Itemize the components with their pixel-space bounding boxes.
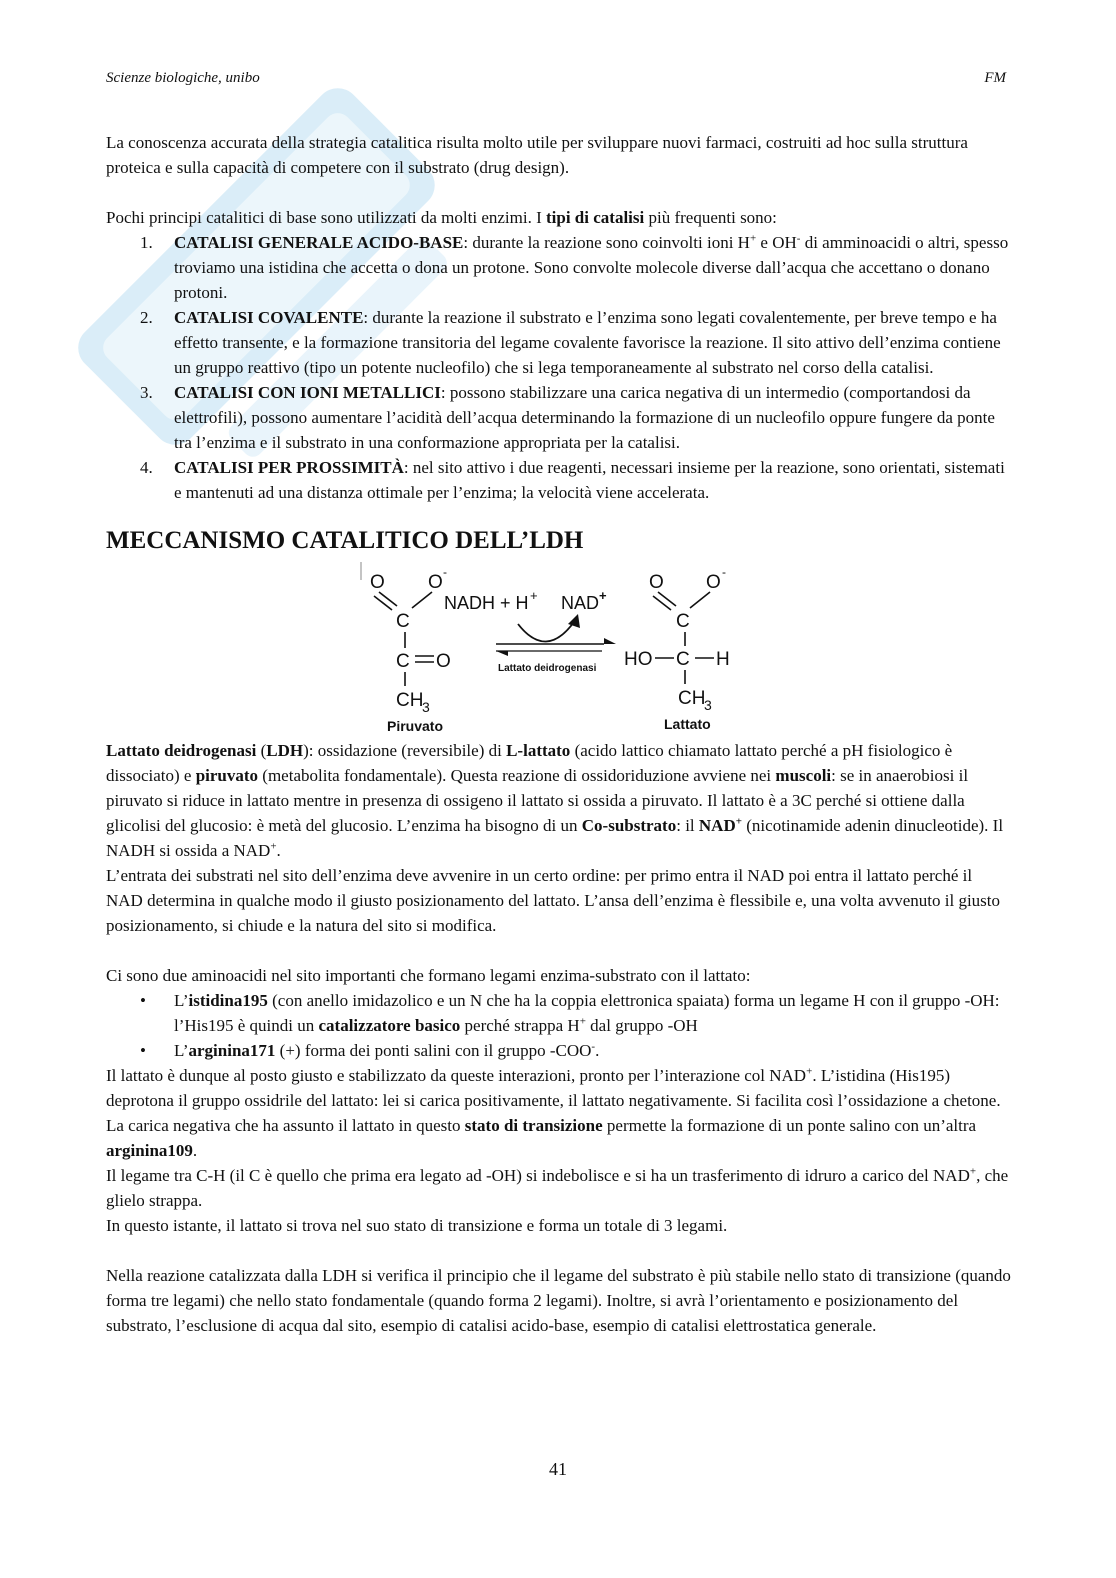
text: . — [276, 841, 281, 860]
nad-label: NAD — [561, 593, 600, 613]
superscript: - — [796, 232, 801, 245]
text: : se in anaerobiosi il piruvato si riduce in lattato mentre in presenza di ossigeno il lattato si ossida a piruvato. Il lattato è a 3C perché si ottiene dalla glicolisi del glucosio: è metà del glucosio. L’enzima ha bisogno di un — [106, 766, 969, 835]
bold-term: Lattato deidrogenasi — [106, 741, 257, 760]
transition-paragraph — [106, 1063, 1011, 1163]
superscript: + — [599, 588, 607, 603]
aminoacids-intro: Ci sono due aminoacidi nel sito importanti che formano legami enzima-substrato con il lattato: — [106, 966, 751, 985]
text: (+) forma dei ponti salini con il gruppo -COO — [275, 1041, 592, 1060]
text: Il lattato è dunque al posto giusto e stabilizzato da queste interazioni, pronto per l’interazione col NAD — [106, 1066, 807, 1085]
item-text: di amminoacidi o altri, spesso troviamo una istidina che accetta o dona un protone. Sono convolte molecole diverse dall’acqua che accettano o donano protoni. — [174, 233, 1009, 302]
item-title: CATALISI PER PROSSIMITÀ — [174, 458, 404, 477]
section-title: MECCANISMO CATALITICO DELL’LDH — [106, 527, 584, 554]
superscript: + — [969, 1165, 977, 1178]
atom-label: C — [676, 611, 690, 632]
principles-pre: Pochi principi catalitici di base sono utilizzati da molti enzimi. I — [106, 208, 546, 227]
header-initials: FM — [984, 70, 1006, 86]
superscript: + — [735, 815, 743, 828]
page-number: 41 — [549, 1459, 567, 1479]
text: . — [595, 1041, 600, 1060]
bold-term: L-lattato — [506, 741, 571, 760]
catalysis-item — [106, 380, 1011, 455]
bold-term: muscoli — [775, 766, 832, 785]
item-number: 4. — [140, 458, 153, 477]
item-title: CATALISI COVALENTE — [174, 308, 364, 327]
principles-post: più frequenti sono: — [644, 208, 777, 227]
bold-term: arginina109 — [106, 1141, 193, 1160]
atom-label: O — [370, 572, 385, 593]
atom-label: O — [436, 651, 451, 672]
bold-term: stato di transizione — [464, 1116, 603, 1135]
text: : il — [676, 816, 699, 835]
bold-term: NAD — [698, 816, 736, 835]
catalysis-item — [106, 230, 1011, 305]
atom-label: C — [396, 611, 410, 632]
catalysis-item — [106, 305, 1011, 380]
bold-term: istidina195 — [188, 991, 268, 1010]
text: L’ — [174, 1041, 189, 1060]
superscript: + — [530, 588, 538, 603]
text: ( — [256, 741, 267, 760]
page-content — [106, 130, 1011, 1338]
atom-label: O — [649, 572, 664, 593]
text: dal gruppo -OH — [585, 1016, 698, 1035]
bold-term: Co-substrato — [581, 816, 677, 835]
text: Il legame tra C-H (il C è quello che prima era legato ad -OH) si indebolisce e si ha un trasferimento di idruro a carico del NAD — [106, 1166, 970, 1185]
item-number: 3. — [140, 383, 153, 402]
subscript: 3 — [704, 697, 712, 713]
text: L’ — [174, 991, 189, 1010]
subscript: 3 — [422, 699, 430, 715]
hydrogen-label: H — [716, 649, 730, 670]
item-text: : durante la reazione il substrato e l’enzima sono legati covalentemente, per breve tempo e ha effetto transente, e la formazione transitoria del legame covalente favorisce la reazione. Il sito attivo dell’enzima contiene un gruppo reattivo (tipo un potente nucleofilo) che si lega temporaneamente al substrato nel corso della catalisi. — [174, 308, 1001, 377]
bold-term: arginina171 — [188, 1041, 276, 1060]
ldh-paragraph — [106, 738, 1011, 863]
text: ): ossidazione (reversibile) di — [303, 741, 507, 760]
item-title: CATALISI CON IONI METALLICI — [174, 383, 441, 402]
enzyme-label: Lattato deidrogenasi — [498, 663, 597, 674]
text: permette la formazione di un ponte salino con un’altra — [602, 1116, 977, 1135]
list-item — [106, 1038, 1011, 1063]
item-text: e OH — [756, 233, 797, 252]
superscript: - — [591, 1040, 596, 1053]
text: , che glielo strappa. — [106, 1166, 1009, 1210]
principles-bold: tipi di catalisi — [546, 208, 645, 227]
text: . — [192, 1141, 198, 1160]
superscript: + — [806, 1065, 813, 1078]
superscript: + — [749, 232, 757, 245]
final-paragraph: Nella reazione catalizzata dalla LDH si verifica il principio che il legame del substrato è più stabile nello stato di transizione (quando forma tre legami) che nello stato fondamentale (quando forma 2 legami). Inoltre, si avrà l’orientamento e posizionamento del substrato, l’esclusione di acqua dal sito, esempio di catalisi acido-base, esempio di catalisi elettrostatica generale. — [106, 1266, 1011, 1335]
lactate-label: Lattato — [664, 716, 711, 732]
order-paragraph: L’entrata dei substrati nel sito dell’enzima deve avvenire in un certo ordine: per primo entra il NAD poi entra il lattato perché il NAD determina in qualche modo il giusto posizionamento del lattato. L’ansa dell’enzima è flessibile e, una volta avvenuto il giusto posizionamento, si chiude e la natura del sito si modifica. — [106, 866, 1001, 935]
hydride-paragraph — [106, 1163, 1011, 1213]
ldh-reaction-diagram — [106, 560, 1011, 738]
atom-label: C — [396, 651, 410, 672]
atom-label: O — [428, 572, 443, 593]
hydroxyl-label: HO — [624, 649, 653, 670]
bullet-icon: • — [140, 1041, 146, 1060]
charge-label: - — [722, 565, 726, 579]
text: perché strappa H — [460, 1016, 580, 1035]
bullet-icon: • — [140, 991, 146, 1010]
atom-label: C — [676, 649, 690, 670]
item-title: CATALISI GENERALE ACIDO-BASE — [174, 233, 464, 252]
page-header — [106, 66, 1006, 88]
pyruvate-label: Piruvato — [387, 718, 444, 734]
intro-paragraph: La conoscenza accurata della strategia catalitica risulta molto utile per sviluppare nuovi farmaci, costruiti ad hoc sulla struttura proteica e sulla capacità di competere con il substrato (drug design). — [106, 133, 968, 177]
superscript: + — [270, 840, 277, 853]
item-text: : possono stabilizzare una carica negativa di un intermedio (comportandosi da elettrofili), possono aumentare l’acidità dell’acqua determinando la formazione di un nucleofilo oppure fungere da ponte tra l’enzima e il substrato in una conformazione appropriata per la catalisi. — [174, 383, 995, 452]
methyl-label: CH — [396, 690, 424, 711]
bold-term: catalizzatore basico — [318, 1016, 461, 1035]
aminoacid-list — [106, 988, 1011, 1063]
catalysis-list — [106, 230, 1011, 505]
methyl-label: CH — [678, 688, 706, 709]
text: (con anello imidazolico e un N che ha la coppia elettronica spaiata) forma un legame H con il gruppo -OH: l’His195 è quindi un — [174, 991, 1000, 1035]
header-course: Scienze biologiche, unibo — [106, 70, 260, 86]
catalysis-item — [106, 455, 1011, 505]
bold-term: piruvato — [195, 766, 259, 785]
item-number: 1. — [140, 233, 153, 252]
nadh-label: NADH + H — [444, 593, 529, 613]
instant-paragraph: In questo istante, il lattato si trova nel suo stato di transizione e forma un totale di 3 legami. — [106, 1216, 728, 1235]
reaction-scheme — [106, 560, 1011, 738]
item-text: : nel sito attivo i due reagenti, necessari insieme per la reazione, sono orientati, sistemati e mantenuti ad una distanza ottimale per l’enzima; la velocità viene accelerata. — [174, 458, 1005, 502]
superscript: + — [579, 1015, 586, 1028]
atom-label: O — [706, 572, 721, 593]
text: (acido lattico chiamato lattato perché a pH fisiologico è dissociato) e — [106, 741, 953, 785]
charge-label: - — [443, 565, 447, 579]
bold-term: LDH — [266, 741, 304, 760]
text: (nicotinamide adenin dinucleotide). Il NADH si ossida a NAD — [106, 816, 1004, 860]
item-text: : durante la reazione sono coinvolti ioni H — [463, 233, 750, 252]
principles-paragraph — [106, 205, 1011, 230]
text: (metabolita fondamentale). Questa reazione di ossidoriduzione avviene nei — [258, 766, 776, 785]
text: . L’istidina (His195) deprotona il gruppo ossidrile del lattato: lei si carica positivamente, il lattato negativamente. Si facilita così l’ossidazione a chetone. La carica negativa che ha assunto il lattato in questo — [106, 1066, 1001, 1135]
item-number: 2. — [140, 308, 153, 327]
list-item — [106, 988, 1011, 1038]
